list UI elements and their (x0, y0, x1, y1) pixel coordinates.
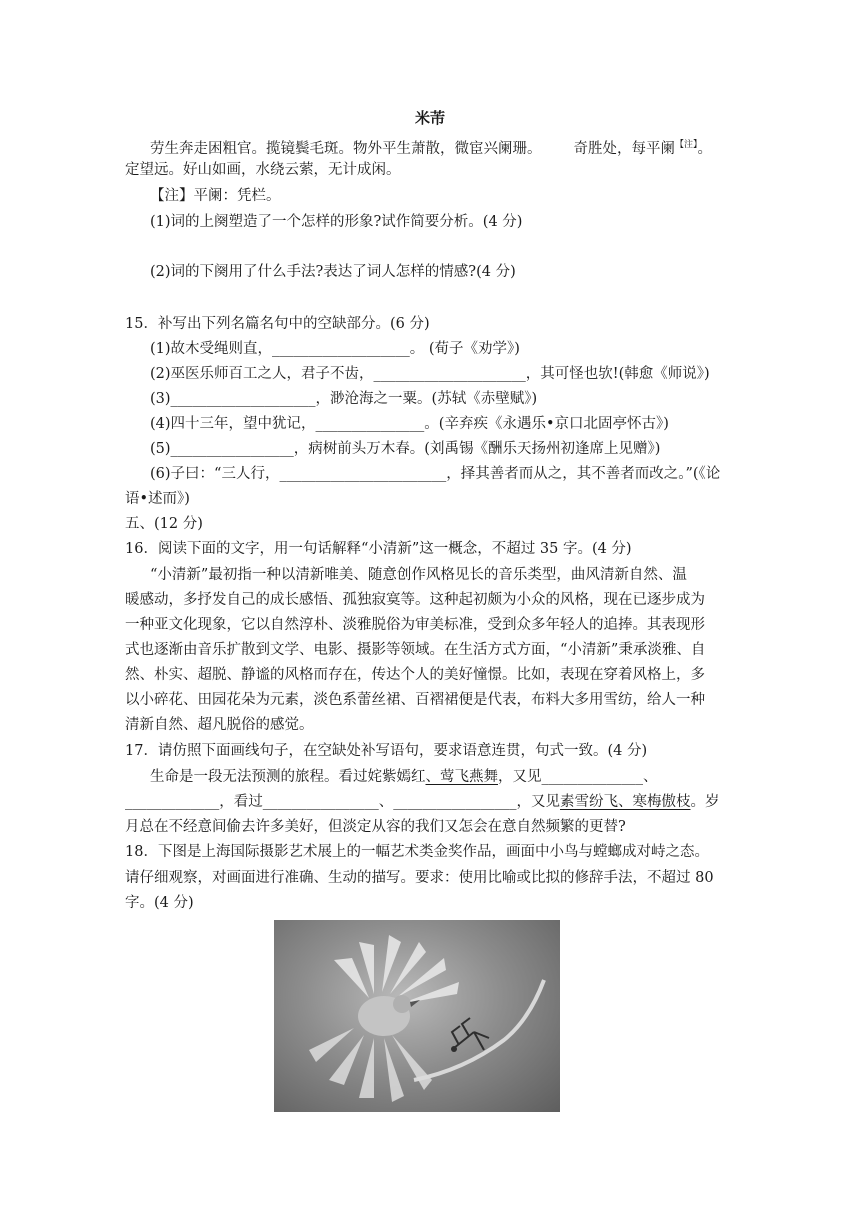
poem-note: 【注】平阑：凭栏。 (150, 188, 281, 204)
q18-line-2: 请仔细观察，对画面进行准确、生动的描写。要求：使用比喻或比拟的修辞手法，不超过 80 (125, 870, 714, 886)
bird-mantis-illustration (274, 920, 560, 1112)
q15-stem: 15．补写出下列名篇名句中的空缺部分。(6 分) (125, 316, 430, 332)
q16-para-line-7: 清新自然、超凡脱俗的感觉。 (125, 717, 314, 733)
q15-item-4: (4)四十三年，望中犹记，_______________。(辛弃疾《永遇乐•京口北固亭怀古》) (150, 416, 669, 432)
q17-stem: 17．请仿照下面画线句子，在空缺处补写语句，要求语意连贯，句式一致。(4 分) (125, 743, 648, 759)
q17-line-1-a: 生命是一段无法预测的旅程。看过姹紫嫣红 (150, 769, 426, 785)
bird-mantis-photo (274, 920, 560, 1112)
q18-line-1: 18．下图是上海国际摄影艺术展上的一幅艺术类金奖作品，画面中小鸟与螳螂成对峙之态。 (125, 844, 709, 860)
note-marker: 【注】 (675, 140, 698, 150)
q17-line-1-b: ，又见______________、 (498, 769, 658, 785)
q17-line-2-a: _____________，看过________________、_________________，又见 (125, 794, 560, 810)
q17-line-3: 月总在不经意间偷去许多美好，但淡定从容的我们又怎会在意自然频繁的更替? (125, 819, 626, 835)
poem-line-1 (150, 135, 712, 159)
q15-item-2: (2)巫医乐师百工之人，君子不齿，_____________________，其可怪也欤!(韩愈《师说》) (150, 366, 710, 382)
poem-line-1-end: 。 (697, 140, 713, 157)
q16-para-line-2: 暖感动，多抒发自己的成长感悟、孤独寂寞等。这种起初颇为小众的风格，现在已逐步成为 (125, 592, 705, 608)
q15-item-6-cont: 语•述而》) (125, 491, 190, 507)
poem-line-2: 定望远。好山如画，水绕云萦，无计成闲。 (125, 162, 401, 178)
poem-line-1-text-b: 奇胜处，每平阑 (573, 140, 675, 157)
q16-stem: 16．阅读下面的文字，用一句话解释“小清新”这一概念，不超过 35 字。(4 分) (125, 541, 632, 557)
poem-question-2: (2)词的下阕用了什么手法?表达了词人怎样的情感?(4 分) (150, 264, 516, 280)
q16-para-line-6: 以小碎花、田园花朵为元素，淡色系蕾丝裙、百褶裙便是代表，布料大多用雪纺，给人一种 (125, 692, 705, 708)
poem-question-1: (1)词的上阕塑造了一个怎样的形象?试作简要分析。(4 分) (150, 214, 523, 230)
q17-line-1 (150, 767, 658, 787)
poem-line-1-text: 劳生奔走困粗官。揽镜鬓毛斑。物外平生萧散，微宦兴阑珊。 (150, 140, 542, 157)
section-5-heading: 五、(12 分) (125, 516, 203, 532)
q15-item-1: (1)故木受绳则直，___________________。 (荀子《劝学》) (150, 341, 520, 357)
q17-line-2-b: 。岁 (690, 794, 720, 810)
q16-para-line-3: 一种亚文化现象，它以自然淳朴、淡雅脱俗为审美标准，受到众多年轻人的追捧。其表现形 (125, 617, 705, 633)
poem-title: 米芾 (414, 109, 445, 127)
q16-para-line-4: 式也逐渐由音乐扩散到文学、电影、摄影等领域。在生活方式方面，“小清新”秉承淡雅、自 (125, 642, 706, 658)
q16-para-line-1: “小清新”最初指一种以清新唯美、随意创作风格见长的音乐类型，曲风清新自然、温 (150, 567, 687, 583)
q15-item-5: (5)_________________，病树前头万木春。(刘禹锡《酬乐天扬州初逢席上见赠》) (150, 441, 661, 457)
q16-para-line-5: 然、朴实、超脱、静谧的风格而存在，传达个人的美好憧憬。比如，表现在穿着风格上，多 (125, 667, 705, 683)
q18-line-3: 字。(4 分) (125, 895, 194, 911)
q15-item-6: (6)子曰：“三人行，_______________________，择其善者而从之，其不善者而改之。”(《论 (150, 466, 721, 482)
q15-item-3: (3)____________________，渺沧海之一粟。(苏轼《赤壁赋》) (150, 391, 538, 407)
q17-underlined-example-1: 、莺飞燕舞 (425, 769, 498, 785)
q17-line-2 (125, 792, 720, 812)
q17-underlined-example-2: 素雪纷飞、寒梅傲枝 (560, 794, 691, 810)
